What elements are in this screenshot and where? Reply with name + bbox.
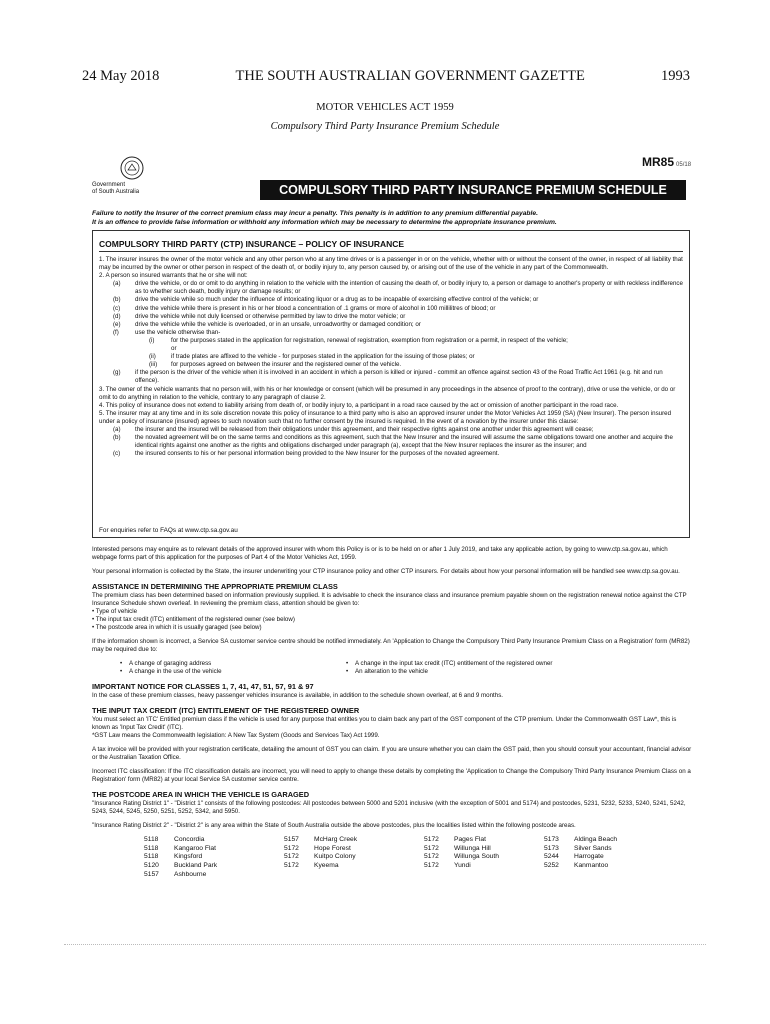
important-notice-heading: IMPORTANT NOTICE FOR CLASSES 1, 7, 41, 47, 51, 57, 91 & 97 — [92, 682, 314, 691]
postcode-cell: 5118 — [144, 853, 159, 861]
locality-cell: McHarg Creek — [314, 836, 358, 843]
clause-5: 5. The insurer may at any time and in its sole discretion novate this policy of insurance to a third party who is also an approved insurer under the Motor Vehicles Act 1959 (SA) (New Insurer). The person insured under a policy of insurance (insured) agrees to such novation such that no further consent by the insured is required. In the event of a novation by the insurer under this clause: — [99, 409, 672, 425]
postcode-cell: 5172 — [284, 853, 299, 861]
locality-cell: Kanmantoo — [574, 862, 609, 870]
postcode-cell: 5252 — [544, 862, 559, 870]
locality-cell: Hope Forest — [314, 844, 351, 852]
locality-cell: Kyeema — [314, 862, 339, 870]
form-code: MR85 05/18 — [642, 155, 692, 169]
policy-text: 1. The insurer insures the owner of the motor vehicle and any other person who at any time drives or is a passenger in or on the vehicle, whether with or without the consent of the owner, in respect of all liability that may be incurred by the owner or other person in respect of the death of, or bodily injury to, any person caused by, or arising out of the use of the vehicle in any part of the Commonwealth. 2. A person so insured warrants that he or she will not: (a) drive the vehicle, or do or omit to do anything in relation to the vehicle with the intention of causing the death of, or bodily injury to, a person or damage to another's property or with reckless indifference as to whether such death, bodily injury or damage results; or (b) drive the vehicle while so much under the influence of intoxicating liquor or a drug as to be incapable of exercising effective control of the vehicle; or (c) drive the vehicle while there is present in his or her blood a concentration of .1 grams or more of alcohol in 100 millilitres of blood; or (d) drive the vehicle while not duly licensed or otherwise permitted by law to drive the motor vehicle; or (e) drive the vehicle while the vehicle is overloaded, or in an unsafe, unroadworthy or damaged condition; or (f) use the vehicle otherwise than- (i) for the purposes stated in the application for registration, renewal of registration, exemption from registration or a permit, in respect of the vehicle; or (ii) if trade plates are affixed to the vehicle - for purposes stated in the application for the issuing of those plates; or (iii) for purposes agreed on between the insurer and the registered owner of the vehicle. (g) if the person is the driver of the vehicle when it is involved in an accident in which a person is killed or injured - commit an offence against section 43 of the Road Traffic Act 1961 (e.g. hit and run offence). 3. The owner of the vehicle warrants that no person will, with his or her knowledge or consent (which will be presumed in any proceedings in the absence of proof to the contrary), drive or use the vehicle, or do or omit to do anything in relation to the vehicle, contrary to any paragraph of clause 2. 4. This policy of insurance does not extend to liability arising from death of, or bodily injury to, a participant in a road race caused by the act or omission of another participant in the road race. 5. The insurer may at any time and in its sole discretion novate this policy of insurance to a third party who is also an approved insurer under the Motor Vehicles Act 1959 (SA) (New Insurer). The person insured under a policy of insurance (insured) agrees to such novation such that no further consent by the insured is required. In the event of a novation by the insurer under this clause: (a) the insurer and the insured will be released from their obligations under this agreement, and their respective rights against one another under this agreement will cease; (b) the novated agreement will be on the same terms and conditions as this agreement, such that the New Insurer and the insured will assume the same obligations toward one another and acquire the identical rights against one another as the rights and obligations discharged under paragraph (a), except that the New Insurer replaces the insurer as the insurer; and (c) the insured consents to his or her personal information being provided to the New Insurer for the purposes of the novated agreement. — [99, 256, 683, 458]
policy-title: COMPULSORY THIRD PARTY (CTP) INSURANCE – POLICY OF INSURANCE — [99, 239, 405, 249]
locality-cell: Willunga Hill — [454, 844, 491, 852]
district-1-text: "Insurance Rating District 1" - "District 1" consists of the following postcodes: All postcodes between 5000 and 5201 inclusive (with the exception of 5001 and 5174) and postcodes, 5231, 5232, 5233, 5240, 5241, 5242, 5243, 5244, 5245, 5250, 5251, 5252, 5342, and 5950. — [92, 800, 686, 815]
government-label: Government of South Australia — [92, 182, 140, 195]
sa-government-crest-icon — [117, 155, 147, 181]
policy-box — [92, 230, 690, 538]
postcode-heading: THE POSTCODE AREA IN WHICH THE VEHICLE IS GARAGED — [92, 790, 310, 799]
schedule-subtitle: Compulsory Third Party Insurance Premium Schedule — [270, 121, 500, 132]
locality-cell: Kuitpo Colony — [314, 853, 356, 861]
postcode-cell: 5172 — [424, 862, 439, 870]
postcode-cell: 5172 — [424, 853, 439, 861]
locality-cell: Kangaroo Flat — [174, 844, 217, 852]
locality-cell: Buckland Park — [174, 862, 218, 870]
change-reasons: • A change of garaging address • A change in the input tax credit (ITC) entitlement of the registered owner — [120, 660, 553, 667]
assistance-heading: ASSISTANCE IN DETERMINING THE APPROPRIATE PREMIUM CLASS — [92, 582, 338, 591]
locality-cell: Aldinga Beach — [574, 836, 618, 843]
locality-cell — [574, 871, 674, 880]
locality-cell: Concordia — [174, 836, 205, 843]
postcode-table — [92, 836, 692, 880]
locality-cell: Willunga South — [454, 853, 499, 861]
schedule-notes: Interested persons may enquire as to relevant details of the approved insurer with whom this Policy is or is to be held on or after 1 July 2019, and take any applicable action, by going to www.ctp.sa.gov.au, which webpage forms part of this application for the purposes of Part 4 of the Motor Vehicles Act, 1959. Your personal information is collected by the State, the insurer underwriting your CTP insurance policy and other CTP insurers. For details about how your personal information will be handled see www.ctp.sa.gov.au. ASSISTANCE IN DETERMINING THE APPROPRIATE PREMIUM CLASS The premium class has been determined based on information previously supplied. It is advisable to check the insurance class and insurance premium payable shown on the registration renewal notice against the CTP Insurance Schedule shown overleaf. In reviewing the premium class, attention should be given to: • Type of vehicle • The input tax credit (ITC) entitlement of the registered owner (see below) • The postcode area in which it is usually garaged (see below) If the information shown is incorrect, a Service SA customer service centre should be notified immediately. An 'Application to Change the Compulsory Third Party Insurance Premium Class on a Registration' form (MR82) may be required due to: • A change of garaging address • A change in the input tax credit (ITC) entitlement of the registered owner • A change in the use of the vehicle • An alteration to the vehicle IMPORTANT NOTICE FOR CLASSES 1, 7, 41, 47, 51, 57, 91 & 97 In the case of these premium classes, heavy passenger vehicles insurance is available, in addition to the schedule shown overleaf, at 6 and 9 months. THE INPUT TAX CREDIT (ITC) ENTITLEMENT OF THE REGISTERED OWNER You must select an 'ITC' Entitled premium class if the vehicle is used for any purpose that entitles you to claim back any part of the GST component of the CTP premium. Under the Commonwealth GST Law*, this is known as 'Input Tax Credit' (ITC). *GST Law means the Commonwealth legislation: A New Tax System (Goods and Services Tax) Act 1999. A tax invoice will be provided with your registration certificate, detailing the amount of GST you can claim. If you are unsure whether you can claim the GST paid, then you should consult your accountant, financial advisor or the Australian Taxation Office. Incorrect ITC classification: If the ITC classification details are incorrect, you will need to apply to change these details by completing the 'Application to Change the Compulsory Third Party Insurance Premium Class on a Registration' form (MR82) at your local Service SA customer service centre. THE POSTCODE AREA IN WHICH THE VEHICLE IS GARAGED "Insurance Rating District 1" - "District 1" consists of the following postcodes: All postcodes between 5000 and 5201 inclusive (with the exception of 5001 and 5174) and postcodes, 5231, 5232, 5233, 5240, 5241, 5242, 5243, 5244, 5245, 5250, 5251, 5252, 5342, and 5950. "Insurance Rating District 2" - "District 2" is any area within the State of South Australia outside the above postcodes, plus the localities listed within the following postcode areas. 5118 Concordia 5157 McHarg Creek 5172 Pages Flat 5173 Aldinga Beach 5118 Kangaroo Flat 5172 Hope Forest 5172 Willunga Hill 5173 Silver Sands 5118 Kingsford 5172 Kuitpo Colony 5172 Willunga South 5244 Harrogate 5120 Buckland Park 5172 Kyeema 5172 Yundi 5252 Kanmantoo 5157 Ashbourne — [92, 546, 692, 878]
postcode-cell: 5118 — [144, 844, 159, 852]
locality-cell — [454, 871, 544, 880]
incorrect-info-note: If the information shown is incorrect, a Service SA customer service centre should be notified immediately. An 'Application to Change the Compulsory Third Party Insurance Premium Class on a Registration' form (MR82) may be required due to: — [92, 638, 690, 653]
postcode-cell: 5173 — [544, 844, 559, 852]
gazette-header — [82, 68, 690, 85]
clause-3: 3. The owner of the vehicle warrants that no person will, with his or her knowledge or consent (which will be presumed in any proceedings in the absence of proof to the contrary), drive or use the vehicle, or do or omit to do anything in relation to the vehicle, contrary to any paragraph of clause 2. — [99, 385, 676, 401]
postcode-cell — [424, 871, 454, 880]
postcode-cell: 5172 — [424, 844, 439, 852]
postcode-cell: 5173 — [544, 836, 559, 843]
assistance-text: The premium class has been determined based on information previously supplied. It is advisable to check the insurance class and insurance premium payable shown on the registration renewal notice against the CTP Insurance Schedule shown overleaf. In reviewing the premium class, attention should be given to: • Type of vehicle • The input tax credit (ITC) entitlement of the registered owner (see below) • The postcode area in which it is usually garaged (see below) — [92, 592, 687, 631]
postcode-cell — [284, 871, 314, 880]
locality-cell — [314, 871, 424, 880]
penalty-warning: Failure to notify the Insurer of the correct premium class may incur a penalty. This penalty is in addition to any premium differential payable. It is an offence to provide false information or withhold any information which may be necessary to determine the appropriate insurance premium. — [92, 210, 557, 226]
locality-cell: Silver Sands — [574, 844, 612, 852]
postcode-cell: 5172 — [284, 862, 299, 870]
postcode-cell: 5157 — [284, 836, 299, 843]
locality-cell: Yundi — [454, 862, 471, 870]
postcode-cell — [544, 871, 574, 880]
postcode-cell: 5172 — [284, 844, 299, 852]
schedule-banner: COMPULSORY THIRD PARTY INSURANCE PREMIUM SCHEDULE — [260, 180, 686, 200]
page-divider — [64, 944, 706, 945]
page-number: 1993 — [660, 68, 690, 84]
act-title: MOTOR VEHICLES ACT 1959 — [316, 102, 454, 113]
faq-link[interactable]: For enquiries refer to FAQs at www.ctp.sa.gov.au — [99, 527, 238, 534]
itc-text: You must select an 'ITC' Entitled premium class if the vehicle is used for any purpose that entitles you to claim back any part of the GST component of the CTP premium. Under the Commonwealth GST Law*, this is known as 'Input Tax Credit' (ITC). *GST Law means the Commonwealth legislation: A New Tax System (Goods and Services Tax) Act 1999. — [92, 716, 677, 739]
privacy-note: Your personal information is collected by the State, the insurer underwriting your CTP insurance policy and other CTP insurers. For details about how your personal information will be handled see www.ctp.sa.gov.au. — [92, 568, 680, 575]
insurer-enquiry-note: Interested persons may enquire as to relevant details of the approved insurer with whom this Policy is or is to be held on or after 1 July 2019, and take any applicable action, by going to www.ctp.sa.gov.au, which webpage forms part of this application for the purposes of Part 4 of the Motor Vehicles Act, 1959. — [92, 546, 668, 561]
gazette-title: THE SOUTH AUSTRALIAN GOVERNMENT GAZETTE — [235, 68, 585, 84]
postcode-cell: 5157 — [144, 870, 159, 878]
locality-cell: Harrogate — [574, 853, 604, 861]
itc-heading: THE INPUT TAX CREDIT (ITC) ENTITLEMENT OF THE REGISTERED OWNER — [92, 706, 360, 715]
clause-1: 1. The insurer insures the owner of the motor vehicle and any other person who at any time drives or is a passenger in or on the vehicle, whether with or without the consent of the owner, in respect of all liability that may be incurred by the owner or other person in respect of the death of, or bodily injury to, any person caused by, or arising out of the use of the vehicle in any part of the Commonwealth. — [99, 256, 683, 272]
incorrect-itc-note: Incorrect ITC classification: If the ITC classification details are incorrect, you will need to apply to change these details by completing the 'Application to Change the Compulsory Third Party Insurance Premium Class on a Registration' form (MR82) at your local Service SA customer service centre. — [92, 768, 691, 783]
locality-cell: Kingsford — [174, 853, 203, 861]
clause-2: 2. A person so insured warrants that he or she will not: — [99, 272, 248, 280]
locality-cell: Pages Flat — [454, 836, 486, 843]
postcode-cell: 5244 — [544, 853, 559, 861]
locality-cell: Ashbourne — [174, 870, 207, 878]
postcode-cell: 5118 — [144, 836, 159, 843]
district-2-text: "Insurance Rating District 2" - "District 2" is any area within the State of South Australia outside the above postcodes, plus the localities listed within the following postcode areas. — [92, 822, 576, 829]
postcode-cell: 5172 — [424, 836, 439, 843]
important-notice-text: In the case of these premium classes, heavy passenger vehicles insurance is available, in addition to the schedule shown overleaf, at 6 and 9 months. — [92, 692, 504, 699]
clause-4: 4. This policy of insurance does not extend to liability arising from death of, or bodily injury to, a participant in a road race caused by the act or omission of another participant in the road race. — [99, 401, 619, 409]
tax-invoice-note: A tax invoice will be provided with your registration certificate, detailing the amount of GST you can claim. If you are unsure whether you can claim the GST paid, then you should consult your accountant, financial advisor or the Australian Taxation Office. — [92, 746, 692, 761]
divider — [99, 251, 683, 252]
gazette-date: 24 May 2018 — [82, 68, 160, 84]
postcode-cell: 5120 — [144, 862, 159, 870]
